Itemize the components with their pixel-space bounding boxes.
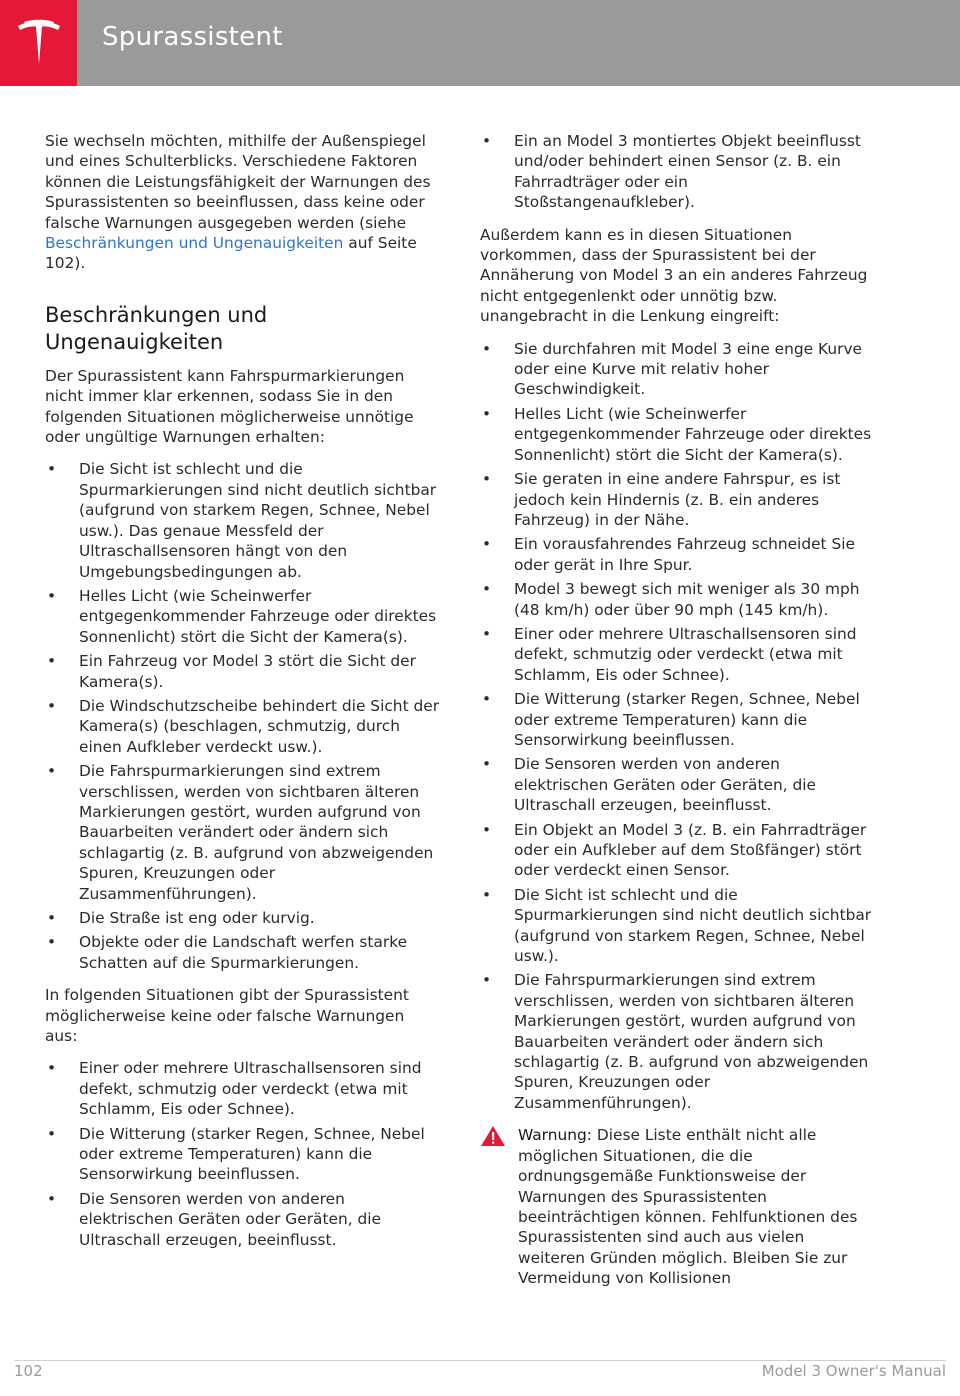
list-item: • Einer oder mehrere Ultraschallsensoren sind defekt, schmutzig oder verdeckt (etwa mit Schlamm, Eis oder Schnee). (480, 624, 872, 685)
list-item: • Ein an Model 3 montiertes Objekt beeinflusst und/oder behindert einen Sensor (z. B. ein Fahrradträger oder ein Stoßstangenaufkleber). (480, 131, 872, 213)
warning-triangle-icon (480, 1125, 506, 1147)
tesla-logo-icon (16, 18, 62, 68)
page-header (0, 0, 960, 86)
list-item: • Die Sicht ist schlecht und die Spurmarkierungen sind nicht deutlich sichtbar (aufgrund von starkem Regen, Schnee, Nebel usw.). Das genaue Messfeld der Ultraschallsensoren hängt von den Umgebungsbedingungen ab. (45, 459, 440, 581)
list-item: • Die Fahrspurmarkierungen sind extrem verschlissen, werden von sichtbaren älteren Markierungen gestört, wurden aufgrund von Bauarbeiten verändert oder ändern sich schlagartig (z. B. aufgrund von abzweigenden Spuren, Kreuzungen oder Zusammenführungen). (45, 761, 440, 904)
list-item: • Die Straße ist eng oder kurvig. (45, 908, 440, 928)
bullet-list (45, 1058, 440, 1250)
list-item: • Sie geraten in eine andere Fahrspur, es ist jedoch kein Hindernis (z. B. ein anderes Fahrzeug) in der Nähe. (480, 469, 872, 530)
bullet-list (480, 339, 872, 1114)
list-item: • Objekte oder die Landschaft werfen starke Schatten auf die Spurmarkierungen. (45, 932, 440, 973)
list-item: • Ein vorausfahrendes Fahrzeug schneidet Sie oder gerät in Ihre Spur. (480, 534, 872, 575)
list-item: • Helles Licht (wie Scheinwerfer entgegenkommender Fahrzeuge oder direktes Sonnenlicht) stört die Sicht der Kamera(s). (480, 404, 872, 465)
bullet-list (480, 131, 872, 213)
intro-suffix: auf Seite 102). (45, 234, 417, 273)
warning-text: Diese Liste enthält nicht alle möglichen Situationen, die die ordnungsgemäße Funktionsweise der Warnungen des Spurassistenten beeinträchtigen können. Fehlfunktionen des Spurassistenten sind auch aus vielen weiteren Gründen möglich. Bleiben Sie zur Vermeidung von Kollisionen (518, 1126, 858, 1288)
page-number: 102 (14, 1362, 43, 1380)
cross-reference-link[interactable]: Beschränkungen und Ungenauigkeiten (45, 234, 344, 253)
intro-paragraph (45, 131, 440, 274)
paragraph: Außerdem kann es in diesen Situationen vorkommen, dass der Spurassistent bei der Annäherung von Model 3 an ein anderes Fahrzeug nicht entgegenlenkt oder unnötig bzw. unangebracht in die Lenkung eingreift: (480, 225, 868, 326)
list-item: • Die Witterung (starker Regen, Schnee, Nebel oder extreme Temperaturen) kann die Sensorwirkung beeinflussen. (45, 1124, 440, 1185)
warning-box (480, 1125, 872, 1288)
list-item: • Die Witterung (starker Regen, Schnee, Nebel oder extreme Temperaturen) kann die Sensorwirkung beeinflussen. (480, 689, 872, 750)
left-column (45, 131, 440, 1262)
list-item: • Die Sensoren werden von anderen elektrischen Geräten oder Geräten, die Ultraschall erzeugen, beeinflusst. (480, 754, 872, 815)
list-item: • Sie durchfahren mit Model 3 eine enge Kurve oder eine Kurve mit relativ hoher Geschwindigkeit. (480, 339, 872, 400)
list-item: • Ein Objekt an Model 3 (z. B. ein Fahrradträger oder ein Aufkleber auf dem Stoßfänger) stört oder verdeckt einen Sensor. (480, 820, 872, 881)
section-heading: Beschränkungen und Ungenauigkeiten (45, 302, 268, 354)
paragraph: In folgenden Situationen gibt der Spurassistent möglicherweise keine oder falsche Warnungen aus: (45, 986, 409, 1046)
intro-text: Sie wechseln möchten, mithilfe der Außenspiegel und eines Schulterblicks. Verschiedene Faktoren können die Leistungsfähigkeit der Warnungen des Spurassistenten so beeinflussen, dass keine oder falsche Warnungen ausgegeben werden (siehe (45, 132, 431, 232)
list-item: • Die Windschutzscheibe behindert die Sicht der Kamera(s) (beschlagen, schmutzig, durch einen Aufkleber verdeckt usw.). (45, 696, 440, 757)
section-title: Spurassistent (102, 22, 283, 52)
list-item: • Helles Licht (wie Scheinwerfer entgegenkommender Fahrzeuge oder direktes Sonnenlicht) stört die Sicht der Kamera(s). (45, 586, 440, 647)
right-column (480, 131, 872, 1289)
list-item: • Die Sicht ist schlecht und die Spurmarkierungen sind nicht deutlich sichtbar (aufgrund von starkem Regen, Schnee, Nebel usw.). (480, 885, 872, 967)
list-item: • Die Fahrspurmarkierungen sind extrem verschlissen, werden von sichtbaren älteren Markierungen gestört, wurden aufgrund von Bauarbeiten verändert oder ändern sich schlagartig (z. B. aufgrund von abzweigenden Spuren, Kreuzungen oder Zusammenführungen). (480, 970, 872, 1113)
list-item: • Ein Fahrzeug vor Model 3 stört die Sicht der Kamera(s). (45, 651, 440, 692)
footer-divider (14, 1360, 946, 1361)
paragraph: Der Spurassistent kann Fahrspurmarkierungen nicht immer klar erkennen, sodass Sie in den folgenden Situationen möglicherweise unnötige oder ungültige Warnungen erhalten: (45, 366, 414, 447)
bullet-list (45, 459, 440, 973)
list-item: • Die Sensoren werden von anderen elektrischen Geräten oder Geräten, die Ultraschall erzeugen, beeinflusst. (45, 1189, 440, 1250)
list-item: • Einer oder mehrere Ultraschallsensoren sind defekt, schmutzig oder verdeckt (etwa mit Schlamm, Eis oder Schnee). (45, 1058, 440, 1119)
tesla-logo (0, 0, 77, 86)
manual-name: Model 3 Owner's Manual (761, 1362, 946, 1380)
list-item: • Model 3 bewegt sich mit weniger als 30 mph (48 km/h) oder über 90 mph (145 km/h). (480, 579, 872, 620)
warning-label: Warnung: (518, 1126, 592, 1145)
